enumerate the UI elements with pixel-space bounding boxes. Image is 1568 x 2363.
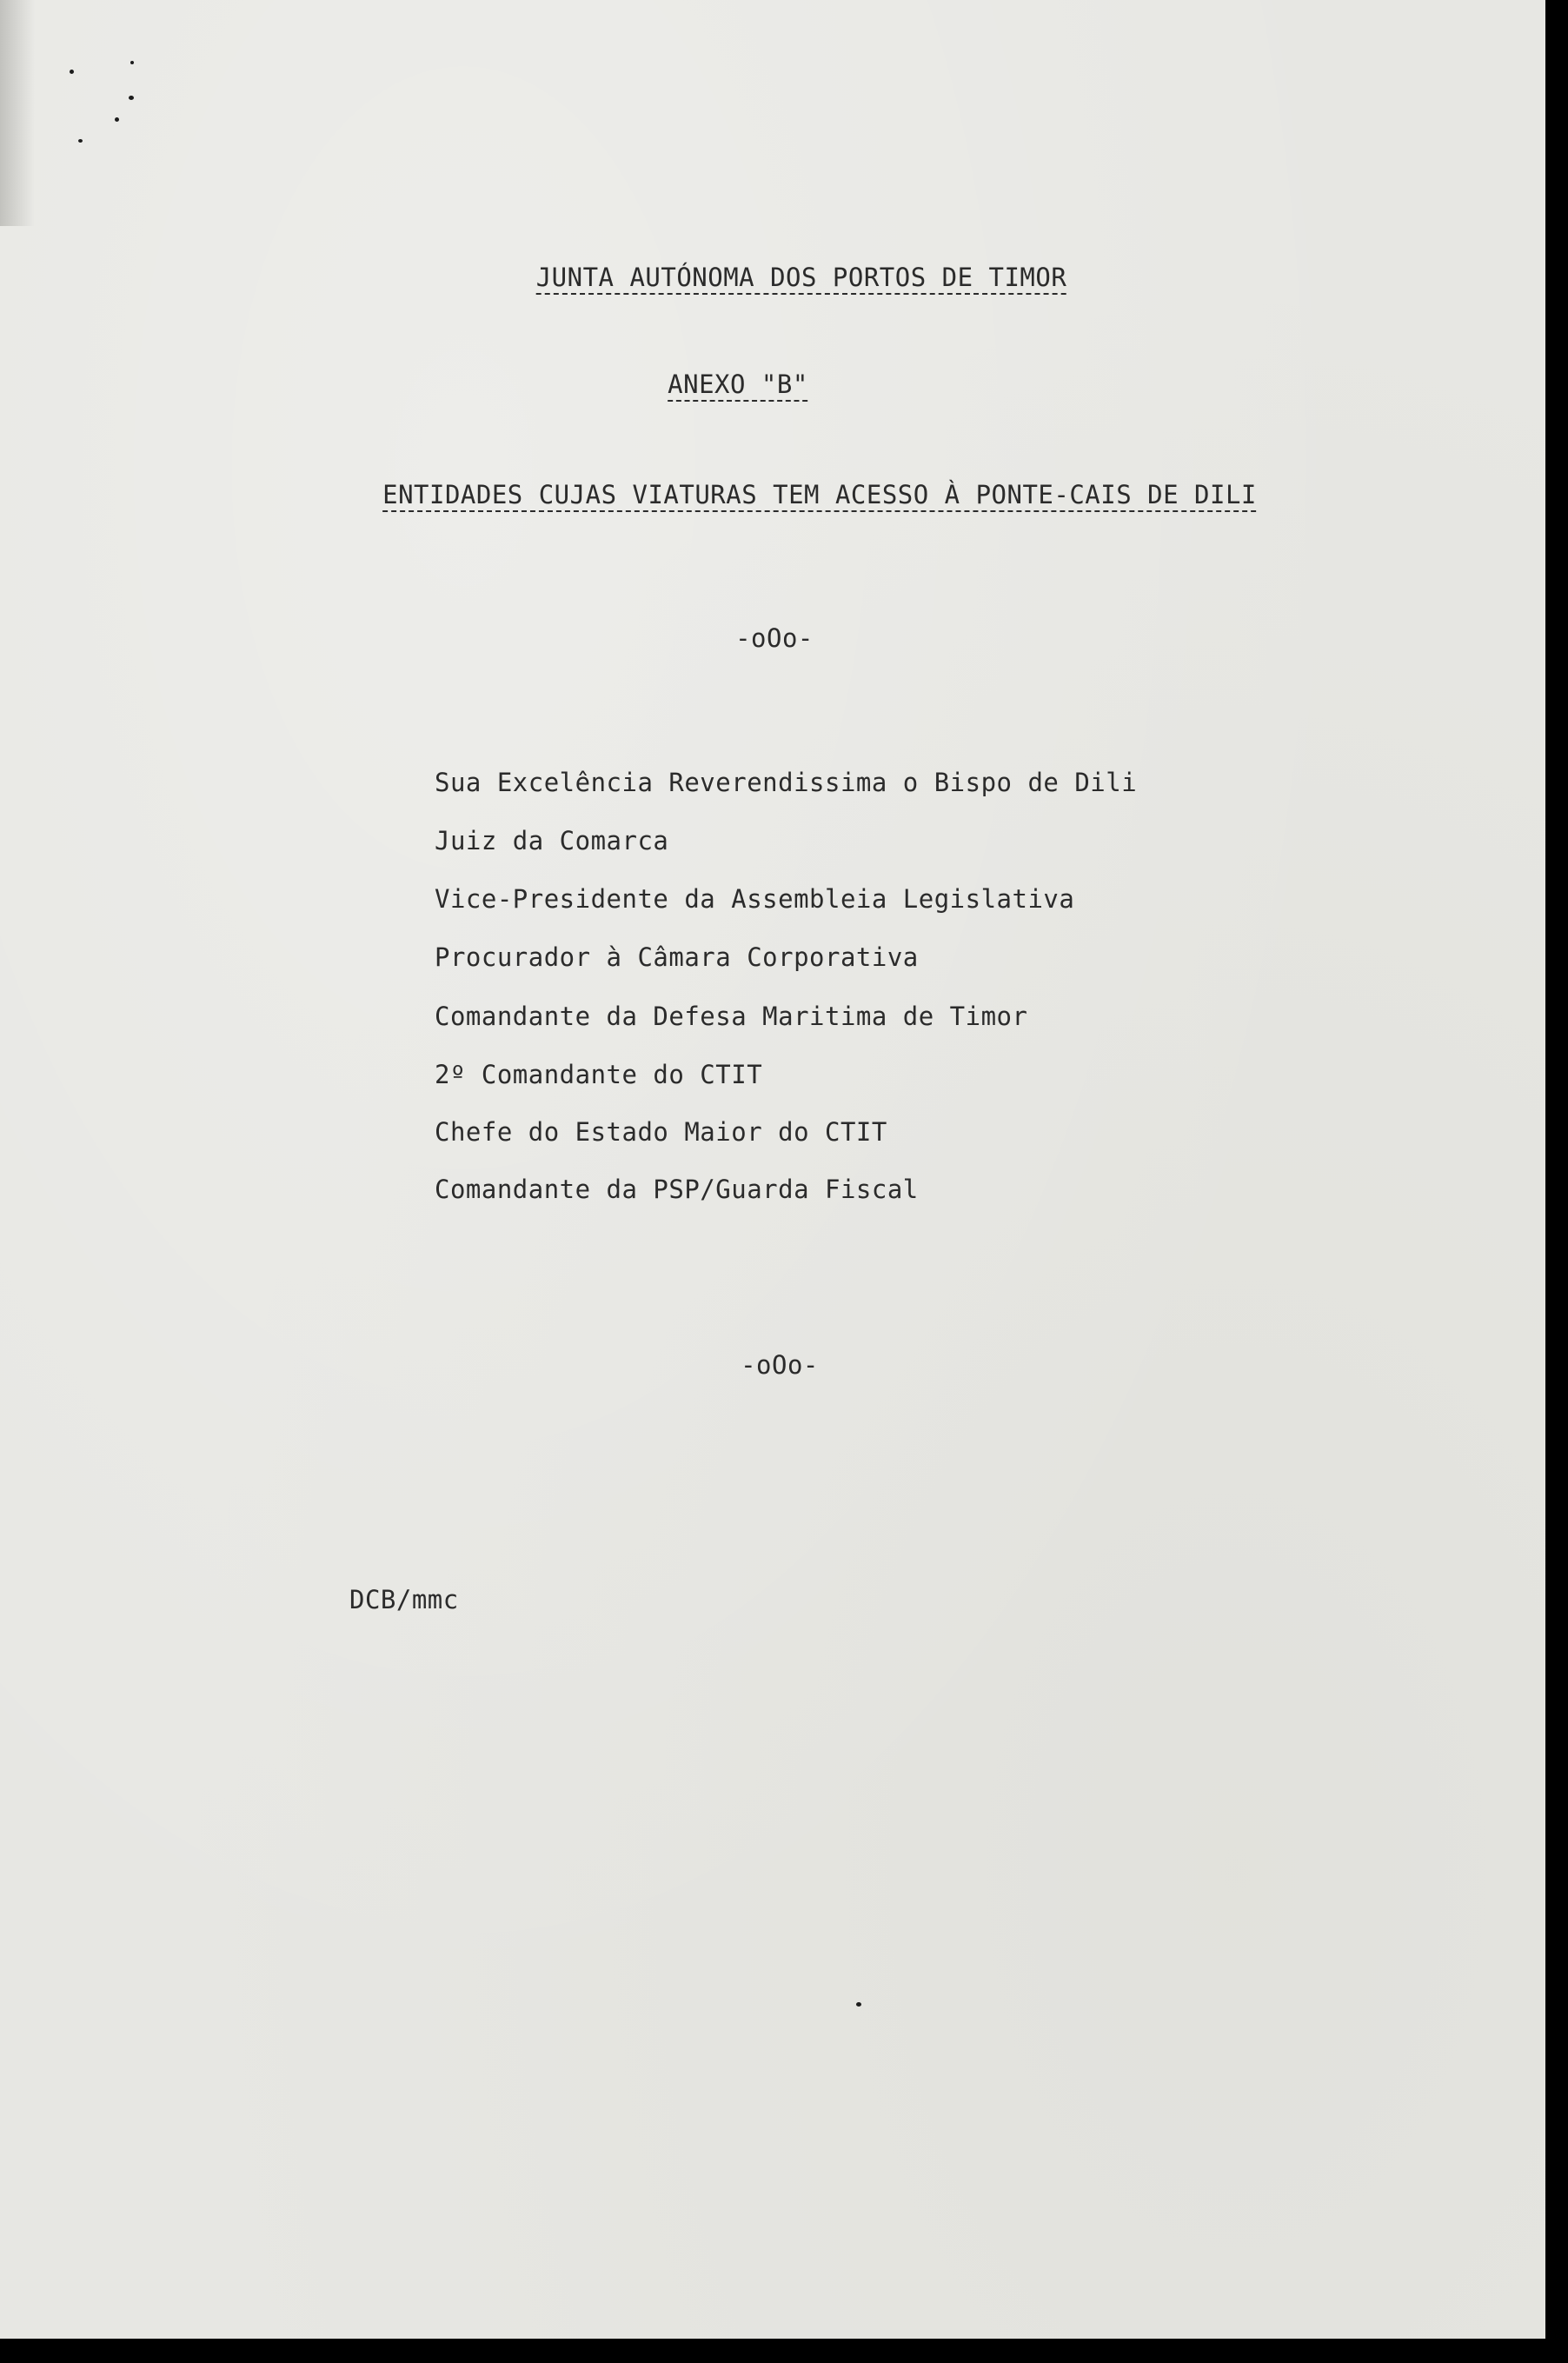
document-subtitle: ENTIDADES CUJAS VIATURAS TEM ACESSO À PONTE-CAIS DE DILI [382, 480, 1257, 509]
paper-speck [129, 96, 134, 100]
entity-list-item: 2º Comandante do CTIT [435, 1060, 763, 1089]
paper-speck [130, 61, 134, 64]
separator-bottom: -oOo- [741, 1350, 819, 1380]
paper-speck [115, 117, 119, 122]
separator-top: -oOo- [735, 623, 814, 653]
entity-list-item: Procurador à Câmara Corporativa [435, 942, 919, 972]
paper-speck [856, 2002, 861, 2007]
reference-initials: DCB/mmc [349, 1585, 459, 1614]
entity-list-item: Vice-Presidente da Assembleia Legislativa [435, 884, 1075, 914]
document-title: JUNTA AUTÓNOMA DOS PORTOS DE TIMOR [535, 263, 1067, 292]
paper-speck [70, 70, 74, 74]
paper-speck [78, 139, 83, 143]
entity-list-item: Sua Excelência Reverendissima o Bispo de Dili [435, 768, 1138, 797]
entity-list-item: Juiz da Comarca [435, 826, 669, 855]
page-edge-shadow [0, 0, 35, 226]
annex-label: ANEXO "B" [668, 369, 808, 399]
entity-list-item: Comandante da Defesa Maritima de Timor [435, 1002, 1028, 1031]
entity-list-item: Comandante da PSP/Guarda Fiscal [435, 1175, 919, 1204]
entity-list-item: Chefe do Estado Maior do CTIT [435, 1117, 887, 1147]
